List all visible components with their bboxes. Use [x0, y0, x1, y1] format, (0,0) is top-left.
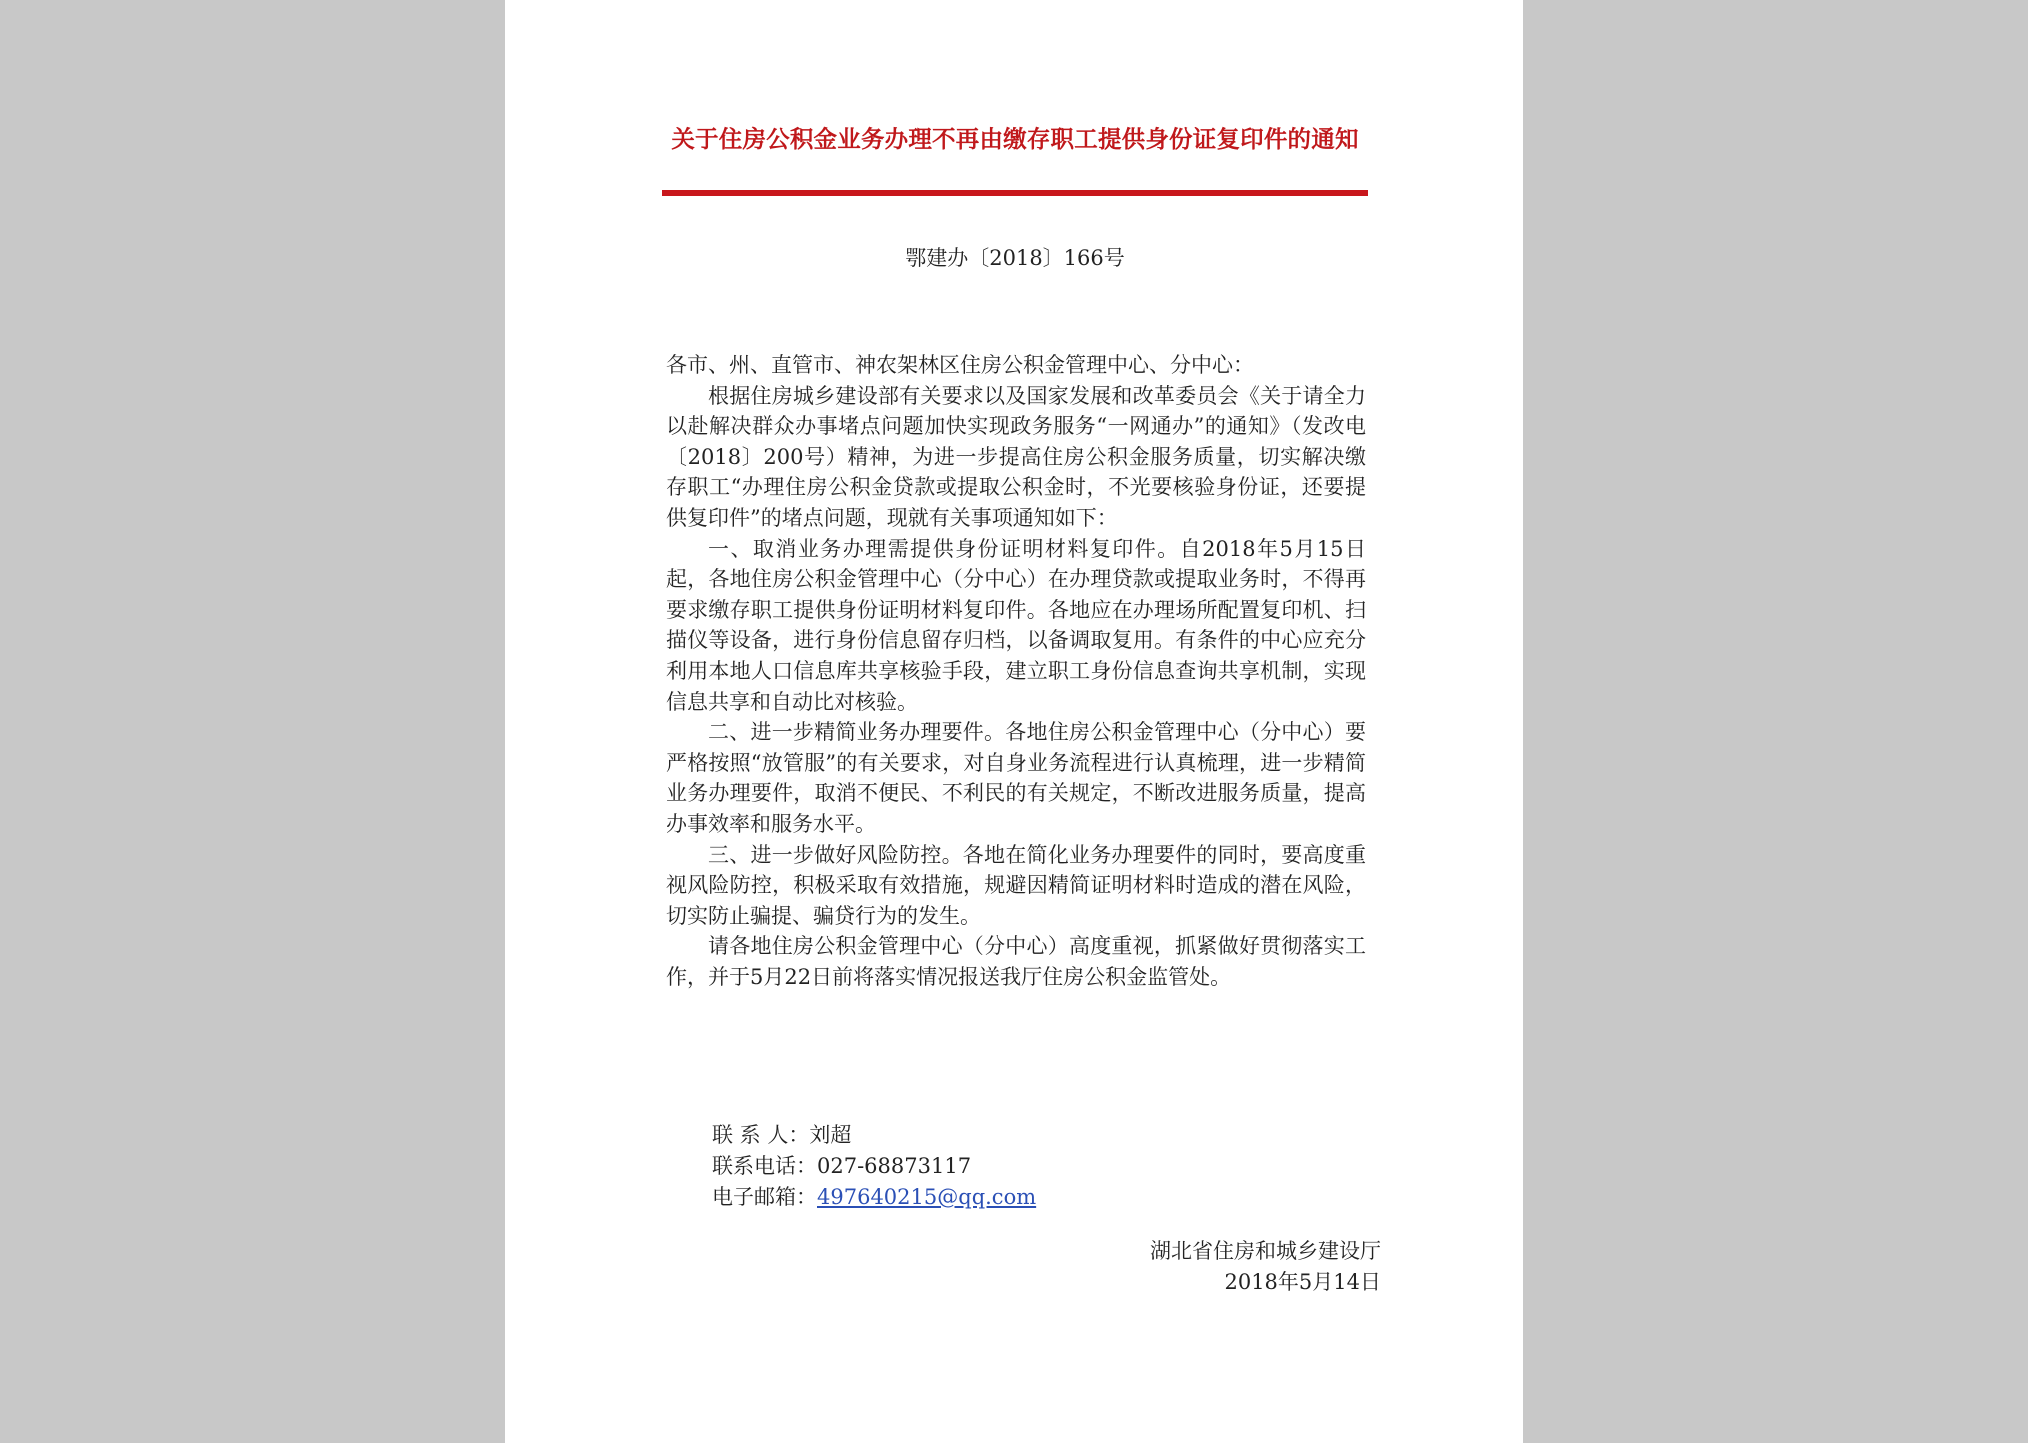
document-page — [505, 0, 1523, 1443]
body-paragraph: 请各地住房公积金管理中心（分中心）高度重视，抓紧做好贯彻落实工作，并于5月22日前将落实情况报送我厅住房公积金监管处。 — [666, 934, 1366, 989]
issue-date: 2018年5月14日 — [1224, 1270, 1381, 1294]
contact-phone-value: 027-68873117 — [817, 1154, 972, 1178]
document-number: 鄂建办〔2018〕166号 — [905, 246, 1125, 270]
contact-email-label: 电子邮箱： — [712, 1185, 817, 1209]
contact-phone-row — [712, 1151, 1036, 1182]
contact-phone-label: 联系电话： — [712, 1154, 817, 1178]
contact-email-row — [712, 1182, 1036, 1213]
contact-email-link[interactable]: 497640215@qq.com — [817, 1185, 1037, 1209]
body-paragraph: 根据住房城乡建设部有关要求以及国家发展和改革委员会《关于请全力以赴解决群众办事堵点问题加快实现政务服务“一网通办”的通知》（发改电〔2018〕200号）精神，为进一步提高住房公积金服务质量，切实解决缴存职工“办理住房公积金贷款或提取公积金时，不光要核验身份证，还要提供复印件”的堵点问题，现就有关事项通知如下： — [666, 383, 1366, 530]
contact-block — [712, 1120, 1036, 1213]
contact-person-value: 刘超 — [809, 1123, 852, 1147]
red-header-rule — [662, 190, 1368, 196]
issuer-name: 湖北省住房和城乡建设厅 — [1150, 1239, 1381, 1263]
signoff-block — [1150, 1236, 1381, 1298]
contact-person-label: 联 系 人： — [712, 1123, 810, 1147]
body-paragraph: 三、进一步做好风险防控。各地在简化业务办理要件的同时，要高度重视风险防控，积极采取有效措施，规避因精简证明材料时造成的潜在风险，切实防止骗提、骗贷行为的发生。 — [666, 842, 1366, 928]
salutation: 各市、州、直管市、神农架林区住房公积金管理中心、分中心： — [666, 353, 1254, 377]
body-paragraph: 一、取消业务办理需提供身份证明材料复印件。自2018年5月15日起，各地住房公积金管理中心（分中心）在办理贷款或提取业务时，不得再要求缴存职工提供身份证明材料复印件。各地应在办理场所配置复印机、扫描仪等设备，进行身份信息留存归档，以备调取复用。有条件的中心应充分利用本地人口信息库共享核验手段，建立职工身份信息查询共享机制，实现信息共享和自动比对核验。 — [666, 536, 1366, 714]
contact-person-row — [712, 1120, 1036, 1151]
body-paragraph: 二、进一步精简业务办理要件。各地住房公积金管理中心（分中心）要严格按照“放管服”的有关要求，对自身业务流程进行认真梳理，进一步精简业务办理要件，取消不便民、不利民的有关规定，不断改进服务质量，提高办事效率和服务水平。 — [666, 720, 1366, 836]
document-title: 关于住房公积金业务办理不再由缴存职工提供身份证复印件的通知 — [671, 125, 1359, 153]
document-body — [666, 350, 1366, 992]
